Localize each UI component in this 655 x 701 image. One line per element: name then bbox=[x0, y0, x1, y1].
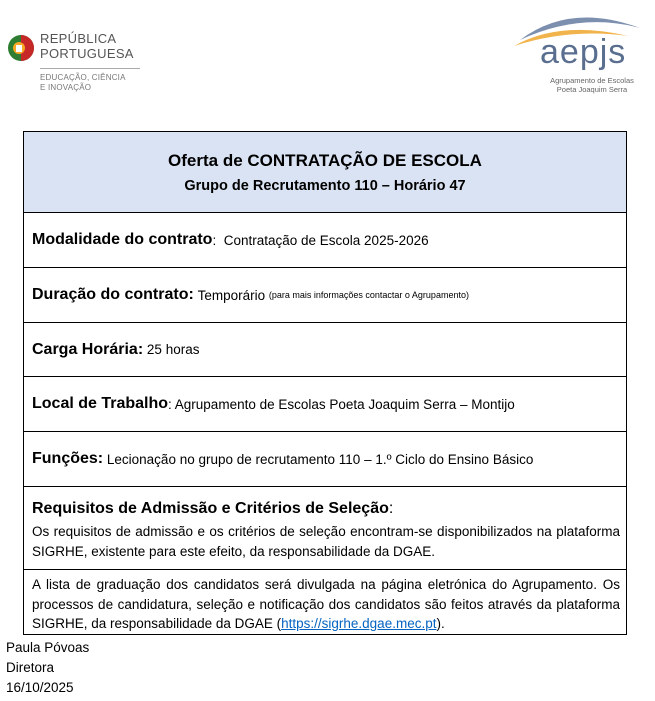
modality-colon: : bbox=[212, 232, 224, 248]
functions-row bbox=[24, 432, 626, 487]
hours-row bbox=[24, 323, 626, 377]
modality-row bbox=[24, 213, 626, 268]
functions-value: Lecionação no grupo de recrutamento 110 – 1.º Ciclo do Ensino Básico bbox=[106, 451, 534, 467]
offer-title: Oferta de CONTRATAÇÃO DE ESCOLA bbox=[168, 151, 482, 170]
requirements-text: Os requisitos de admissão e os critérios de seleção encontram-se disponibilizados na plataforma SIGRHE, existente para este efeito, da responsabilidade da DGAE. bbox=[32, 524, 620, 559]
coat-of-arms-icon bbox=[6, 30, 36, 68]
republica-title: REPÚBLICA PORTUGUESA bbox=[40, 31, 134, 61]
aepjs-wordmark: aepjs bbox=[540, 33, 627, 71]
duration-label: Duração do contrato: bbox=[32, 286, 194, 303]
functions-label: Funções: bbox=[32, 450, 104, 467]
workplace-row bbox=[24, 377, 626, 432]
modality-label: Modalidade do contrato bbox=[32, 231, 213, 248]
duration-value: Temporário bbox=[197, 287, 266, 303]
notice-row bbox=[24, 570, 626, 634]
notice-text: A lista de graduação dos candidatos será divulgada na página eletrónica do Agrupamento. Os processos de candidatura, seleção e notificação dos candidatos são feitos através da plataforma SIGRHE, da responsabilidade da DGAE (https://sigrhe.dgae.mec.pt). bbox=[32, 577, 620, 631]
logo-divider bbox=[40, 68, 140, 69]
offer-table bbox=[23, 131, 627, 635]
workplace-label: Local de Trabalho bbox=[32, 395, 169, 412]
hours-value: 25 horas bbox=[146, 342, 200, 357]
aepjs-logo bbox=[500, 6, 650, 98]
ministry-subtitle: EDUCAÇÃO, CIÊNCIA E INOVAÇÃO bbox=[40, 73, 126, 92]
signature-role: Diretora bbox=[6, 660, 55, 675]
workplace-value: : Agrupamento de Escolas Poeta Joaquim Serra – Montijo bbox=[168, 396, 515, 412]
duration-row bbox=[24, 268, 626, 323]
aepjs-subtitle-1: Agrupamento de Escolas bbox=[550, 76, 634, 85]
duration-note: (para mais informações contactar o Agrupamento) bbox=[268, 290, 469, 300]
requirements-row bbox=[24, 487, 626, 570]
offer-subtitle: Grupo de Recrutamento 110 – Horário 47 bbox=[184, 178, 466, 194]
hours-label: Carga Horária: bbox=[32, 340, 144, 358]
signature-date: 16/10/2025 bbox=[6, 680, 74, 695]
republica-portuguesa-logo bbox=[6, 28, 156, 98]
signature-name: Paula Póvoas bbox=[6, 640, 90, 655]
requirements-heading: Requisitos de Admissão e Critérios de Seleção: bbox=[32, 500, 394, 517]
sigrhe-link[interactable]: https://sigrhe.dgae.mec.pt bbox=[281, 616, 437, 631]
aepjs-subtitle-2: Poeta Joaquim Serra bbox=[556, 85, 628, 94]
modality-value: Contratação de Escola 2025-2026 bbox=[223, 232, 429, 248]
offer-header bbox=[24, 132, 626, 213]
